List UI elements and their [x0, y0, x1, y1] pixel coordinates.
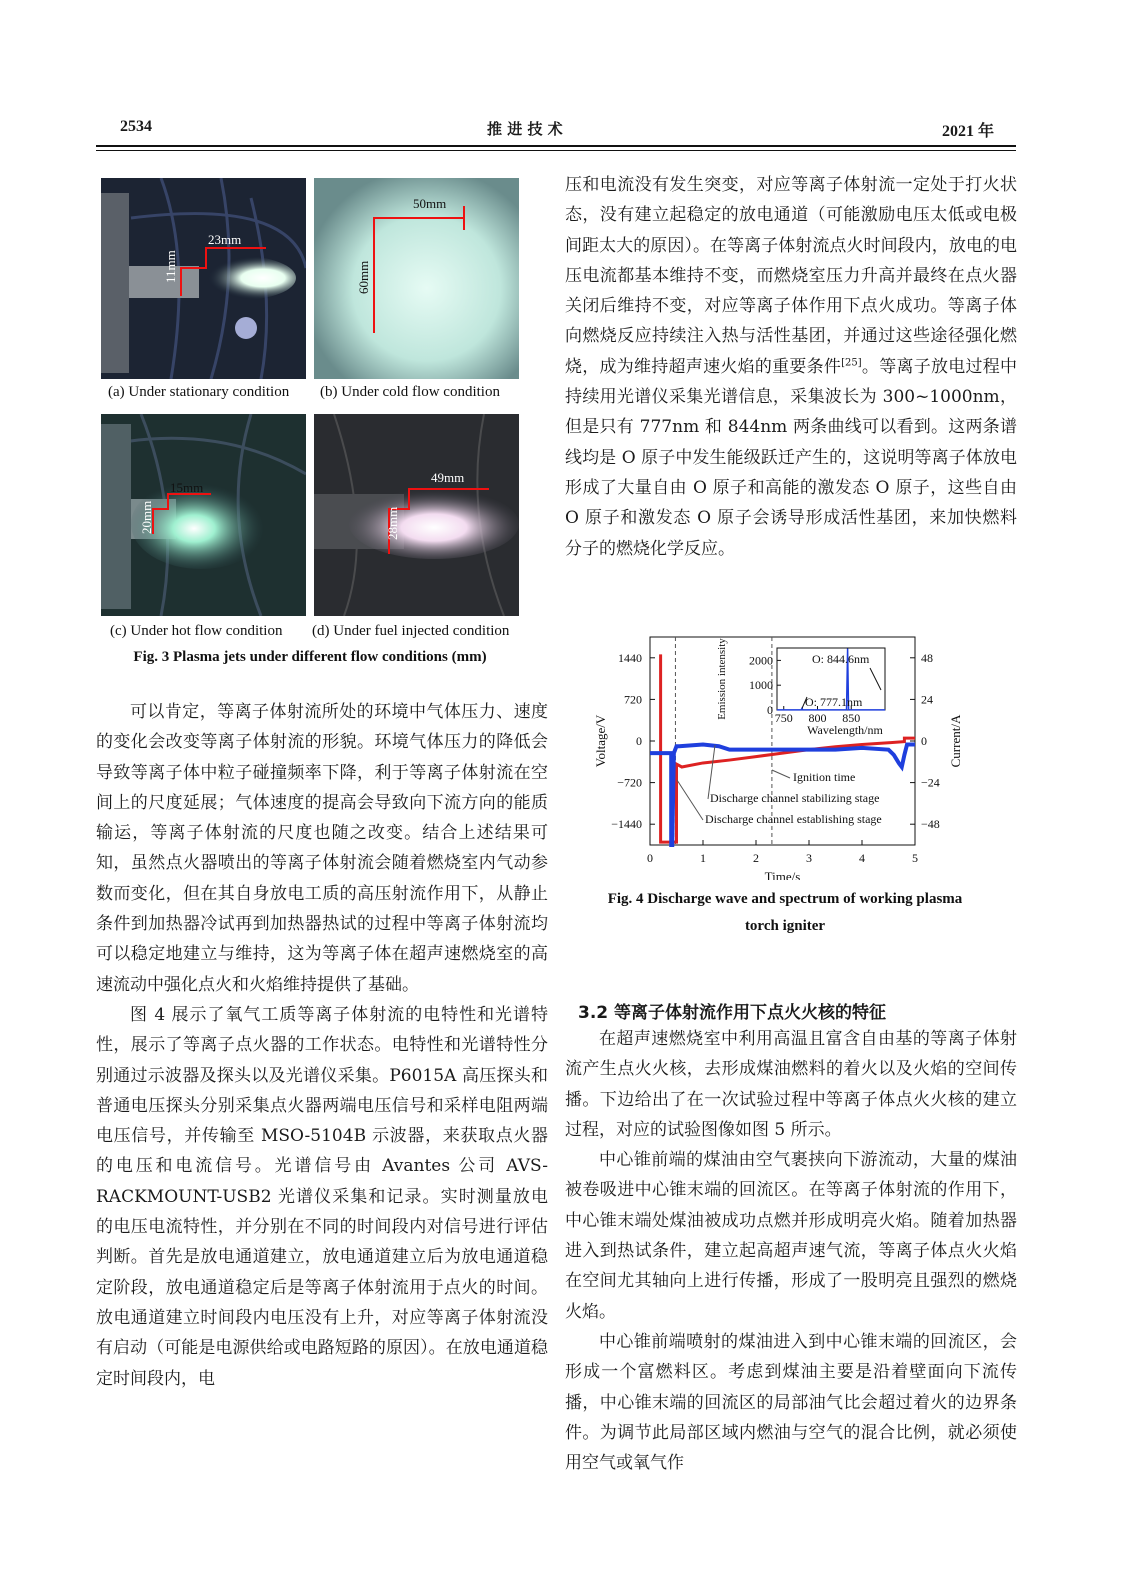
y-tick-label-right: 48	[921, 650, 933, 665]
year: 2021 年	[942, 123, 995, 140]
dim-label: 23mm	[208, 232, 242, 247]
y-tick-label-right: −24	[921, 775, 940, 790]
fig4-caption	[565, 886, 1005, 940]
y-tick-label-right: 24	[921, 692, 933, 707]
inset-peak-label: O: 844.6nm	[812, 652, 870, 666]
dim-label: 11mm	[163, 250, 178, 283]
x-tick-label: 3	[806, 851, 812, 865]
inset-y-label: Emission intensity	[716, 638, 728, 720]
inset-x-tick-label: 850	[842, 711, 861, 725]
y-tick-label-left: 720	[624, 692, 642, 707]
y-tick-label-right: 0	[921, 734, 927, 748]
paragraph	[565, 170, 1017, 564]
left-column	[96, 697, 548, 1394]
stage-annotation: Ignition time	[793, 770, 856, 784]
subcaption-b: (b) Under cold flow condition	[320, 384, 500, 400]
paragraph: 中心锥前端的煤油由空气裹挟向下游流动，大量的煤油被卷吸进中心锥末端的回流区。在等离子体射流的作用下，中心锥末端处煤油被成功点燃并形成明亮火焰。随着加热器进入到热试条件，建立起高超声速气流，等离子体点火火焰在空间尤其轴向上进行传播，形成了一股明亮且强烈的燃烧火焰。	[565, 1150, 1017, 1322]
paragraph: 可以肯定，等离子体射流所处的环境中气体压力、速度的变化会改变等离子体射流的形貌。环境气体压力的降低会导致等离子体中粒子碰撞频率下降，利于等离子体射流在空间上的尺度延展；气体速度的提高会导致向下流方向的能质输运，等离子体射流的尺度也随之改变。结合上述结果可知，虽然点火器喷出的等离子体射流会随着燃烧室内气动参数而变化，但在其自身放电工质的高压射流作用下，从静止条件到加热器冷试再到加热器热试的过程中等离子体射流均可以稳定地建立与维持，这为等离子体在超声速燃烧室的高速流动中强化点火和火焰维持提供了基础。	[96, 702, 548, 995]
paragraph: 中心锥前端喷射的煤油进入到中心锥末端的回流区，会形成一个富燃料区。考虑到煤油主要是沿着壁面向下流传播，中心锥末端的回流区的局部油气比会超过着火的边界条件。为调节此局部区域内燃油与空气的混合比例，就必须使用空气或氧气作	[565, 1331, 1017, 1474]
text-run: 压和电流没有发生突变，对应等离子体射流一定处于打火状态，没有建立起稳定的放电通道（可能激励电压太低或电极间距太大的原因）。在等离子体射流点火时间段内，放电的电压电流都基本维持不变，而燃烧室压力升高并最终在点火器关闭后维持不变，对应等离子体作用下点火成功。等离子体向燃烧反应持续注入热与活性基团，并通过这些途径强化燃烧，成为维持超声速火焰的重要条件	[565, 175, 1017, 377]
paragraph: 在超声速燃烧室中利用高温且富含自由基的等离子体射流产生点火火核，去形成煤油燃料的着火以及火焰的空间传播。下边给出了在一次试验过程中等离子体点火火核的建立过程，对应的试验图像如图 5 所示。	[565, 1029, 1017, 1140]
x-tick-label: 1	[700, 851, 706, 865]
x-axis-label: Time/s	[764, 869, 801, 880]
x-tick-label: 4	[859, 851, 865, 865]
fig4-caption-line1: Fig. 4 Discharge wave and spectrum of working plasma	[607, 891, 963, 907]
paragraph: 图 4 展示了氧气工质等离子体射流的电特性和光谱特性，展示了等离子点火器的工作状态。电特性和光谱特性分别通过示波器及探头以及光谱仪采集。P6015A 高压探头和普通电压探头分别采集点火器两端电压信号和采样电阻两端电压信号，并传输至 MSO-5104B 示波器，来获取点火器的电压和电流信号。光谱信号由 Avantes 公司 AVS-RACKMOUNT-USB2 光谱仪采集和记录。实时测量放电的电压电流特性，并分别在不同的时间段内对信号进行评估判断。首先是放电通道建立，放电通道建立后为放电通道稳定阶段，放电通道稳定后是等离子体射流用于点火的时间。放电通道建立时间段内电压没有上升，对应等离子体射流没有启动（可能是电源供给或电路短路的原因）。在放电通道稳定时间段内，电	[96, 1004, 548, 1389]
y-tick-label-left: 1440	[618, 650, 642, 665]
x-tick-label: 0	[647, 851, 653, 865]
dim-label: 15mm	[170, 480, 204, 495]
page-number: 2534	[120, 118, 152, 135]
y-axis-label-right: Current/A	[948, 714, 963, 768]
right-column-top	[565, 170, 1017, 564]
y-tick-label-left: 0	[636, 734, 642, 748]
annotation-leader	[677, 780, 703, 820]
dim-label: 20mm	[139, 500, 154, 534]
dim-label: 49mm	[431, 470, 465, 485]
inset-y-tick-label: 1000	[749, 678, 773, 693]
dim-label: 28mm	[385, 506, 400, 540]
x-tick-label: 2	[753, 851, 759, 865]
header-rule	[96, 145, 1016, 147]
subcaption-d: (d) Under fuel injected condition	[312, 623, 510, 639]
y-axis-label-left: Voltage/V	[593, 714, 608, 768]
journal-title: 推 进 技 术	[487, 120, 563, 138]
annotation-leader	[772, 770, 790, 778]
inset-y-tick-label: 0	[767, 703, 773, 717]
stage-annotation: Discharge channel stabilizing stage	[710, 791, 880, 805]
right-column-bottom	[565, 1024, 1017, 1478]
x-tick-label: 5	[912, 851, 918, 865]
photo-hot-flow	[101, 414, 306, 616]
inset-x-tick-label: 800	[808, 711, 827, 725]
inset-x-label: Wavelength/nm	[807, 723, 883, 737]
y-tick-label-right: −48	[921, 817, 940, 832]
y-tick-label-left: −1440	[611, 817, 642, 832]
photo-fuel-injected	[314, 414, 519, 616]
subcaption-c: (c) Under hot flow condition	[110, 623, 283, 639]
subcaption-a: (a) Under stationary condition	[108, 384, 290, 400]
inset-y-tick-label: 2000	[749, 653, 773, 668]
inset-x-tick-label: 750	[774, 711, 793, 725]
section-title: 3.2 等离子体射流作用下点火火核的特征	[578, 1003, 887, 1023]
photo-stationary	[101, 178, 306, 379]
inset-peak-label: O: 777.1nm	[805, 695, 863, 709]
fig3-caption: Fig. 3 Plasma jets under different flow conditions (mm)	[133, 649, 487, 665]
y-tick-label-left: −720	[617, 775, 642, 790]
discharge-chart	[565, 630, 1005, 880]
header-rule-thin	[96, 150, 1016, 151]
reference: [25]	[841, 357, 862, 369]
dim-label: 50mm	[413, 196, 447, 211]
fig4-caption-line2: torch igniter	[744, 918, 826, 934]
dim-label: 60mm	[356, 260, 371, 294]
text-run: 。等离子放电过程中持续用光谱仪采集光谱信息，采集波长为 300~1000nm，但是只有 777nm 和 844nm 两条曲线可以看到。这两条谱线均是 O 原子中发生能级跃迁产生的，这说明等离子体放电形成了大量自由 O 原子和高能的激发态 O 原子，这些自由 O 原子和激发态 O 原子会诱导形成活性基团，来加快燃料分子的燃烧化学反应。	[565, 356, 1018, 559]
stage-annotation: Discharge channel establishing stage	[705, 812, 882, 826]
